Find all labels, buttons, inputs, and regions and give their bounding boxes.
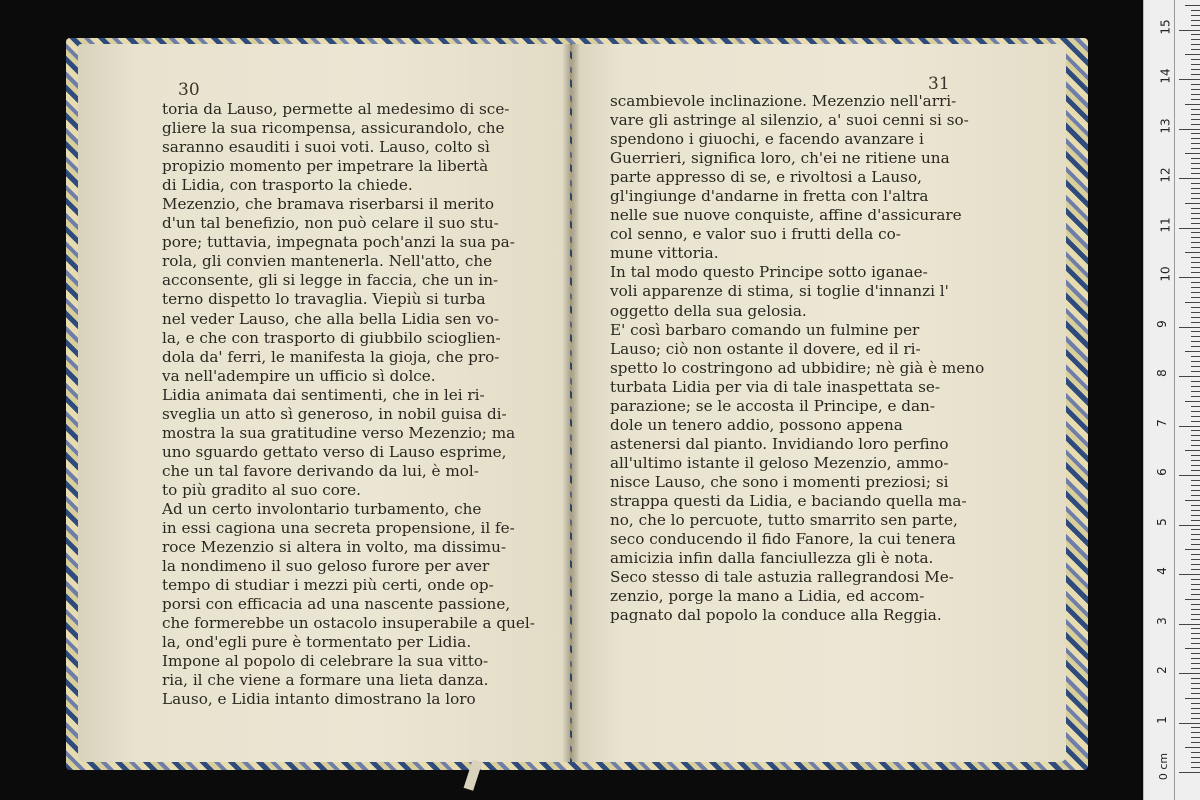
ruler-tick	[1185, 549, 1200, 550]
text-line: uno sguardo gettato verso di Lauso esprime,	[162, 442, 507, 461]
text-line: oggetto della sua gelosia.	[610, 301, 807, 320]
ruler-tick	[1191, 658, 1200, 659]
ruler-tick	[1191, 510, 1200, 511]
ruler-tick	[1191, 520, 1200, 521]
text-line: sveglia un atto sì generoso, in nobil guisa di-	[162, 404, 507, 423]
ruler-tick	[1191, 579, 1200, 580]
ruler-tick	[1191, 213, 1200, 214]
ruler-tick	[1191, 505, 1200, 506]
ruler-tick	[1191, 663, 1200, 664]
ruler-tick	[1191, 366, 1200, 367]
ruler-tick	[1191, 564, 1200, 565]
ruler-tick	[1191, 223, 1200, 224]
text-line: mostra la sua gratitudine verso Mezenzio; ma	[162, 423, 516, 442]
ruler-tick	[1185, 747, 1200, 748]
ruler-tick	[1191, 282, 1200, 283]
text-line: zenzio, porge la mano a Lidia, ed accom-	[610, 587, 925, 606]
ruler-tick	[1191, 411, 1200, 412]
ruler-number: 14	[1158, 68, 1173, 84]
ruler-tick	[1191, 267, 1200, 268]
ruler-tick	[1191, 539, 1200, 540]
ruler-tick	[1191, 752, 1200, 753]
ruler-tick	[1179, 525, 1200, 526]
ruler-tick	[1191, 84, 1200, 85]
text-line: porsi con efficacia ad una nascente passione,	[162, 595, 511, 614]
ruler-tick	[1191, 143, 1200, 144]
ruler-tick	[1191, 237, 1200, 238]
ruler-tick	[1191, 554, 1200, 555]
ruler-number: 13	[1158, 117, 1173, 134]
ruler-tick	[1191, 242, 1200, 243]
ruler-tick	[1185, 401, 1200, 402]
text-line: gl'ingiunge d'andarne in fretta con l'altra	[610, 187, 929, 206]
ruler-tick	[1191, 331, 1200, 332]
ruler-tick	[1191, 708, 1200, 709]
ruler-tick	[1191, 584, 1200, 585]
ruler-tick	[1179, 426, 1200, 427]
text-line: parazione; se le accosta il Principe, e dan-	[610, 396, 935, 415]
ruler-tick	[1191, 133, 1200, 134]
text-line: nisce Lauso, che sono i momenti preziosi; si	[610, 472, 949, 491]
ruler-tick	[1179, 376, 1200, 377]
text-line: vare gli astringe al silenzio, a' suoi cenni si so-	[610, 111, 969, 130]
ruler-tick	[1191, 371, 1200, 372]
text-line: in essi cagiona una secreta propensione, il fe-	[162, 519, 515, 538]
book-gutter	[562, 44, 580, 762]
text-line: la, e che con trasporto di giubbilo scioglien-	[162, 328, 501, 347]
ruler-number: 11	[1158, 216, 1173, 233]
ruler-tick	[1191, 435, 1200, 436]
ruler-tick	[1191, 757, 1200, 758]
text-line: Impone al popolo di celebrare la sua vitto-	[162, 652, 489, 671]
ruler-tick	[1179, 30, 1200, 31]
ruler-tick	[1191, 445, 1200, 446]
ruler-tick	[1191, 322, 1200, 323]
text-line: amicizia infin dalla fanciullezza gli è nota.	[610, 549, 934, 568]
ruler-tick	[1185, 5, 1200, 6]
text-line: che formerebbe un ostacolo insuperabile a quel-	[162, 614, 535, 633]
ruler-number: 6	[1154, 468, 1169, 476]
text-line: parte appresso di se, e rivoltosi a Lauso,	[610, 168, 922, 187]
ruler-tick	[1191, 163, 1200, 164]
ruler-tick	[1185, 302, 1200, 303]
ruler-tick	[1191, 193, 1200, 194]
ruler-tick	[1185, 648, 1200, 649]
ruler-tick	[1191, 534, 1200, 535]
ruler-tick	[1179, 228, 1200, 229]
ruler-tick	[1191, 742, 1200, 743]
ruler-tick	[1191, 589, 1200, 590]
ruler-tick	[1185, 450, 1200, 451]
ruler-tick	[1179, 624, 1200, 625]
ruler-tick	[1191, 381, 1200, 382]
ruler-tick	[1191, 124, 1200, 125]
ruler-tick	[1191, 10, 1200, 11]
ruler-tick	[1179, 574, 1200, 575]
ruler-tick	[1191, 183, 1200, 184]
ruler-tick	[1185, 104, 1200, 105]
ruler-tick	[1191, 732, 1200, 733]
ruler-tick	[1191, 628, 1200, 629]
ruler-tick	[1191, 297, 1200, 298]
text-line: Lidia animata dai sentimenti, che in lei ri-	[162, 385, 485, 404]
ruler-tick	[1191, 25, 1200, 26]
ruler-tick	[1191, 713, 1200, 714]
text-line: mune vittoria.	[610, 244, 719, 263]
ruler-tick	[1191, 20, 1200, 21]
text-line: voli apparenze di stima, si toglie d'innanzi l'	[610, 282, 949, 301]
ruler-tick	[1191, 465, 1200, 466]
ruler-tick	[1191, 64, 1200, 65]
left-page-text	[162, 100, 535, 710]
ruler-number: 2	[1154, 666, 1169, 674]
ruler-tick	[1179, 673, 1200, 674]
ruler-tick	[1191, 69, 1200, 70]
ruler-tick	[1191, 346, 1200, 347]
ruler-unit-label: 0 cm	[1157, 752, 1171, 781]
text-line: che un tal favore derivando da lui, è mol-	[162, 461, 479, 480]
ruler-number: 7	[1154, 418, 1169, 427]
ruler-tick	[1191, 569, 1200, 570]
ruler-tick	[1191, 485, 1200, 486]
ruler-tick	[1191, 421, 1200, 422]
text-line: di Lidia, con trasporto la chiede.	[162, 176, 413, 195]
ruler-tick	[1191, 495, 1200, 496]
ruler-tick	[1191, 470, 1200, 471]
text-line: pore; tuttavia, impegnata poch'anzi la sua pa-	[162, 233, 515, 252]
ruler-tick	[1191, 39, 1200, 40]
ruler-tick	[1191, 173, 1200, 174]
ruler-tick	[1191, 317, 1200, 318]
text-line: all'ultimo istante il geloso Mezenzio, ammo-	[610, 453, 949, 472]
ruler-tick	[1179, 79, 1200, 80]
ruler-number: 4	[1154, 567, 1169, 575]
ruler-tick	[1191, 386, 1200, 387]
ruler-tick	[1191, 594, 1200, 595]
ruler-tick	[1191, 356, 1200, 357]
ruler-tick	[1191, 683, 1200, 684]
ruler-tick	[1191, 247, 1200, 248]
ruler-tick	[1191, 455, 1200, 456]
text-line: la, ond'egli pure è tormentato per Lidia.	[162, 633, 472, 652]
text-line: Seco stesso di tale astuzia rallegrandosi Me-	[610, 568, 954, 587]
ruler-tick	[1191, 99, 1200, 100]
ruler-tick	[1191, 119, 1200, 120]
ruler-tick	[1179, 327, 1200, 328]
ruler-number: 10	[1158, 266, 1173, 282]
ruler-tick	[1191, 94, 1200, 95]
ruler-number: 5	[1154, 517, 1169, 526]
ruler-tick	[1179, 178, 1200, 179]
right-page-text	[610, 92, 984, 625]
left-page-number: 30	[178, 80, 200, 100]
ruler-tick	[1191, 693, 1200, 694]
ruler-tick	[1185, 252, 1200, 253]
text-line: no, che lo percuote, tutto smarrito sen parte,	[610, 511, 958, 530]
ruler-tick	[1191, 762, 1200, 763]
text-line: strappa questi da Lidia, e baciando quella ma-	[610, 491, 967, 510]
text-line: propizio momento per impetrare la libertà	[162, 157, 489, 176]
ruler-tick	[1191, 109, 1200, 110]
ruler-tick	[1191, 604, 1200, 605]
ruler-tick	[1191, 633, 1200, 634]
ruler-tick	[1191, 643, 1200, 644]
ruler-tick	[1191, 559, 1200, 560]
text-line: dole un tenero addio, possono appena	[610, 415, 903, 434]
ruler-tick	[1191, 307, 1200, 308]
text-line: turbata Lidia per via di tale inaspettata se-	[610, 377, 941, 396]
text-line: gliere la sua ricompensa, assicurandolo, che	[162, 119, 505, 138]
ruler-tick	[1191, 34, 1200, 35]
ruler-tick	[1179, 129, 1200, 130]
ruler-tick	[1191, 688, 1200, 689]
ruler-tick	[1191, 168, 1200, 169]
ruler-number: 3	[1154, 616, 1169, 625]
ruler-tick	[1191, 668, 1200, 669]
ruler-tick	[1191, 718, 1200, 719]
text-line: Lauso, e Lidia intanto dimostrano la loro	[162, 690, 476, 709]
ruler-tick	[1191, 767, 1200, 768]
measurement-ruler	[1143, 0, 1200, 800]
ruler-tick	[1191, 158, 1200, 159]
ruler-tick	[1185, 351, 1200, 352]
ruler-tick	[1191, 44, 1200, 45]
ruler-number: 9	[1154, 319, 1169, 328]
ruler-tick	[1191, 609, 1200, 610]
ruler-tick	[1191, 336, 1200, 337]
right-page-number: 31	[928, 74, 950, 94]
text-line: col senno, e valor suo i frutti della co-	[610, 225, 901, 244]
right-page	[572, 44, 1066, 762]
text-line: dola da' ferri, le manifesta la gioja, che pro-	[162, 347, 500, 366]
ruler-tick	[1191, 272, 1200, 273]
ruler-tick	[1191, 15, 1200, 16]
ruler-tick	[1191, 208, 1200, 209]
ruler-tick	[1191, 653, 1200, 654]
ruler-tick	[1191, 114, 1200, 115]
text-line: scambievole inclinazione. Mezenzio nell'arri-	[610, 92, 957, 110]
ruler-number: 15	[1158, 18, 1173, 35]
ruler-tick	[1185, 203, 1200, 204]
ruler-tick	[1191, 440, 1200, 441]
ruler-tick	[1191, 737, 1200, 738]
ruler-tick	[1191, 257, 1200, 258]
ruler-tick	[1191, 614, 1200, 615]
text-line: Mezenzio, che bramava riserbarsi il merito	[162, 195, 494, 214]
text-line: spetto lo costringono ad ubbidire; nè già è meno	[610, 358, 985, 377]
ruler-number: 8	[1154, 369, 1169, 377]
ruler-tick	[1191, 218, 1200, 219]
ruler-tick	[1185, 54, 1200, 55]
ruler-tick	[1191, 391, 1200, 392]
ruler-tick	[1185, 153, 1200, 154]
text-line: spendono i giuochi, e facendo avanzare i	[610, 130, 924, 149]
ruler-tick	[1191, 148, 1200, 149]
text-line: va nell'adempire un ufficio sì dolce.	[162, 366, 436, 385]
ruler-tick	[1191, 361, 1200, 362]
text-line: toria da Lauso, permette al medesimo di sce-	[162, 100, 510, 118]
ruler-tick	[1179, 723, 1200, 724]
ruler-tick	[1191, 460, 1200, 461]
text-line: la nondimeno il suo geloso furore per aver	[162, 557, 490, 576]
text-line: saranno esauditi i suoi voti. Lauso, colto sì	[162, 138, 490, 157]
text-line: E' così barbaro comando un fulmine per	[610, 320, 920, 339]
ruler-tick	[1191, 341, 1200, 342]
ruler-tick	[1191, 406, 1200, 407]
ruler-tick	[1191, 416, 1200, 417]
text-line: acconsente, gli si legge in faccia, che un in-	[162, 271, 499, 290]
ruler-tick	[1191, 292, 1200, 293]
ruler-edge	[1174, 0, 1175, 800]
ruler-tick	[1191, 138, 1200, 139]
ruler-number: 12	[1158, 167, 1173, 183]
text-line: Ad un certo involontario turbamento, che	[162, 499, 482, 518]
ruler-tick	[1191, 74, 1200, 75]
text-line: ria, il che viene a formare una lieta danza.	[162, 671, 489, 690]
text-line: d'un tal benefizio, non può celare il suo stu-	[162, 214, 499, 233]
ruler-number: 1	[1154, 715, 1169, 724]
ruler-tick	[1179, 277, 1200, 278]
text-line: seco conducendo il fido Fanore, la cui tenera	[610, 530, 956, 549]
ruler-tick	[1191, 287, 1200, 288]
ruler-tick	[1191, 232, 1200, 233]
text-line: astenersi dal pianto. Invidiando loro perfino	[610, 434, 949, 453]
left-page	[78, 44, 570, 762]
text-line: pagnato dal popolo la conduce alla Reggia.	[610, 606, 942, 625]
ruler-tick	[1185, 599, 1200, 600]
ruler-tick	[1191, 188, 1200, 189]
ruler-tick	[1191, 638, 1200, 639]
text-line: nelle sue nuove conquiste, affine d'assicurare	[610, 206, 962, 225]
text-line: nel veder Lauso, che alla bella Lidia sen vo-	[162, 309, 500, 328]
ruler-tick	[1191, 49, 1200, 50]
ruler-tick	[1191, 619, 1200, 620]
ruler-tick	[1191, 544, 1200, 545]
text-line: Lauso; ciò non ostante il dovere, ed il ri-	[610, 339, 921, 358]
ruler-tick	[1191, 198, 1200, 199]
text-line: rola, gli convien mantenerla. Nell'atto, che	[162, 252, 493, 271]
ruler-tick	[1191, 490, 1200, 491]
ruler-tick	[1191, 703, 1200, 704]
text-line: In tal modo questo Principe sotto iganae-	[610, 263, 928, 282]
ruler-tick	[1179, 772, 1200, 773]
ruler-tick	[1191, 529, 1200, 530]
ruler-tick	[1191, 59, 1200, 60]
text-line: roce Mezenzio si altera in volto, ma dissimu-	[162, 538, 507, 557]
ruler-tick	[1191, 262, 1200, 263]
ruler-tick	[1185, 698, 1200, 699]
text-line: terno dispetto lo travaglia. Viepiù si turba	[162, 290, 486, 309]
text-line: to più gradito al suo core.	[162, 480, 361, 499]
text-line: tempo di studiar i mezzi più certi, onde op-	[162, 576, 494, 595]
ruler-tick	[1179, 475, 1200, 476]
text-line: Guerrieri, significa loro, ch'ei ne ritiene una	[610, 149, 950, 168]
ruler-tick	[1191, 396, 1200, 397]
ruler-tick	[1191, 515, 1200, 516]
ruler-tick	[1191, 727, 1200, 728]
ruler-tick	[1185, 500, 1200, 501]
ruler-tick	[1191, 430, 1200, 431]
ruler-tick	[1191, 678, 1200, 679]
ruler-tick	[1191, 312, 1200, 313]
ruler-tick	[1191, 89, 1200, 90]
ruler-tick	[1191, 480, 1200, 481]
